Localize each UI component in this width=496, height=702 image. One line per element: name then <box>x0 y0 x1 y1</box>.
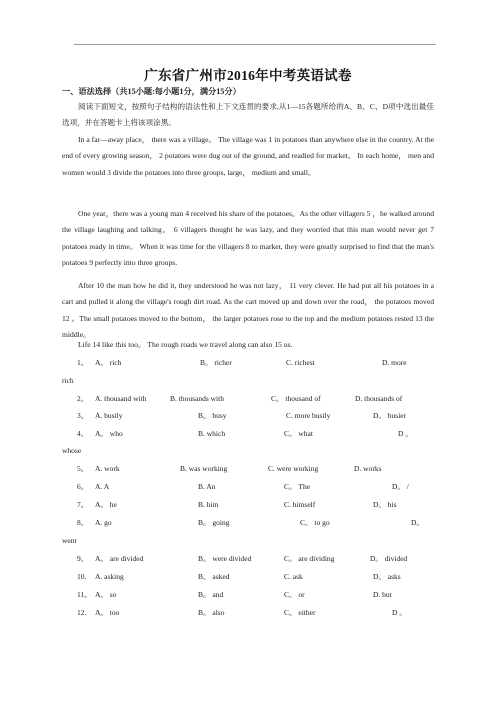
option-d: D。 / <box>392 482 409 491</box>
option-c: C。 The <box>284 482 311 491</box>
option-c: C. were working <box>268 464 319 473</box>
page-title: 广东省广州市2016年中考英语试卷 <box>144 68 352 83</box>
option-c: C。 thousand of <box>271 394 321 403</box>
question-number: 6。 <box>77 482 89 491</box>
option-b: B. which <box>198 429 226 438</box>
question-number: 8。 <box>77 518 89 527</box>
question-number: 9。 <box>77 554 89 563</box>
option-d: D. thousands of <box>355 394 403 403</box>
header-rule <box>74 44 436 45</box>
option-b: B。 richer <box>200 358 232 367</box>
option-b: B. An <box>198 482 216 491</box>
question-number: 11。 <box>77 590 92 599</box>
option-a: A. A <box>95 482 110 491</box>
question-number: 4。 <box>77 429 89 438</box>
option-b: B。 busy <box>198 411 227 420</box>
option-a: A。 so <box>95 590 117 599</box>
option-b: B。 and <box>198 590 224 599</box>
option-c: C。 what <box>284 429 313 438</box>
option-b: B。 were divided <box>198 554 252 563</box>
option-d: D. works <box>354 464 382 473</box>
option-a: A. asking <box>95 572 124 581</box>
option-d: D。 his <box>373 500 397 509</box>
passage-text-3: After 10 the man how he did it, they understood he was not lazy， 11 very clever. He had put all his potatoes in a cart and pulled it along the village's rough dirt road. As the cart moved up and down over the road， the potatoes moved 12 。The small potatoes moved to the bottom， the larger potatoes rose to the top and the medium potatoes rested 13 the middle。 <box>62 281 434 339</box>
option-c: C. richest <box>286 358 315 367</box>
instructions-text: 阅读下面短文，按照句子结构的语法性和上下文连贯的要求,从1—15各题所给的A、B、C、D项中选出最佳选项，并在答题卡上将该项涂黑。 <box>62 102 434 128</box>
option-wrap: rich <box>62 376 74 385</box>
option-c: C。 either <box>284 608 316 617</box>
question-number: 2。 <box>77 394 89 403</box>
option-d: D。 asks <box>373 572 401 581</box>
option-a: A. work <box>95 464 120 473</box>
option-d: D。 busier <box>373 411 407 420</box>
option-b: B. was working <box>180 464 228 473</box>
option-c: C. more busily <box>286 411 331 420</box>
question-number: 12. <box>77 608 87 617</box>
option-b: B. thousands with <box>170 394 224 403</box>
passage-paragraph-3 <box>62 278 434 343</box>
passage-text-1: In a far—away place， there was a village。 The village was 1 in potatoes than anywhere else in the country. At the end of every growing season， 2 potatoes were dug out of the ground, and readied for market。 In each home， men and women would 3 divide the potatoes into three groups, large， medium and small。 <box>62 135 434 177</box>
option-d: D. but <box>373 590 392 599</box>
option-a: A。 too <box>95 608 120 617</box>
option-d: D 。 <box>398 429 413 438</box>
option-wrap: went <box>62 536 77 545</box>
option-a: A. thousand with <box>95 394 147 403</box>
option-a: A. busily <box>95 411 123 420</box>
question-number: 10. <box>77 572 87 581</box>
option-wrap: whose <box>62 446 82 455</box>
question-number: 5。 <box>77 464 89 473</box>
passage-text-4: Life 14 like this too。 The rough roads we travel along can also 15 us. <box>78 340 293 349</box>
question-number: 1。 <box>77 358 89 367</box>
option-a: A. go <box>95 518 112 527</box>
instructions <box>62 99 434 132</box>
option-b: B。 asked <box>198 572 230 581</box>
option-a: A。 rich <box>95 358 122 367</box>
option-c: C。 are dividing <box>284 554 335 563</box>
option-a: A。 are divided <box>95 554 144 563</box>
passage-paragraph-4 <box>62 337 434 353</box>
option-d: D。 <box>411 518 424 527</box>
question-number: 3。 <box>77 411 89 420</box>
option-b: B。 going <box>198 518 230 527</box>
section-heading: 一、语法选择（共15小题:每小题1分，满分15分） <box>62 87 241 96</box>
question-number: 7。 <box>77 500 89 509</box>
option-d: D。 divided <box>370 554 408 563</box>
option-b: B。 also <box>198 608 225 617</box>
option-c: C. himself <box>284 500 316 509</box>
option-c: C。 to go <box>300 518 330 527</box>
passage-text-2: One year，there was a young man 4 received his share of the potatoes。As the other villagers 5 ，he walked around the village laughing and talking。 6 villagers thought he was lazy, and they worried that this man would never get 7 potatoes ready in time。 When it was time for the villagers 8 to market, they were greatly surprised to find that the man's potatoes 9 perfectly into three groups. <box>62 209 434 267</box>
option-a: A。 he <box>95 500 117 509</box>
passage-paragraph-1 <box>62 132 434 181</box>
option-d: D 。 <box>392 608 407 617</box>
option-c: C. ask <box>284 572 303 581</box>
option-d: D. more <box>382 358 407 367</box>
option-b: B. him <box>198 500 219 509</box>
passage-paragraph-2 <box>62 206 434 271</box>
option-a: A。 who <box>95 429 123 438</box>
option-c: C。 or <box>284 590 305 599</box>
